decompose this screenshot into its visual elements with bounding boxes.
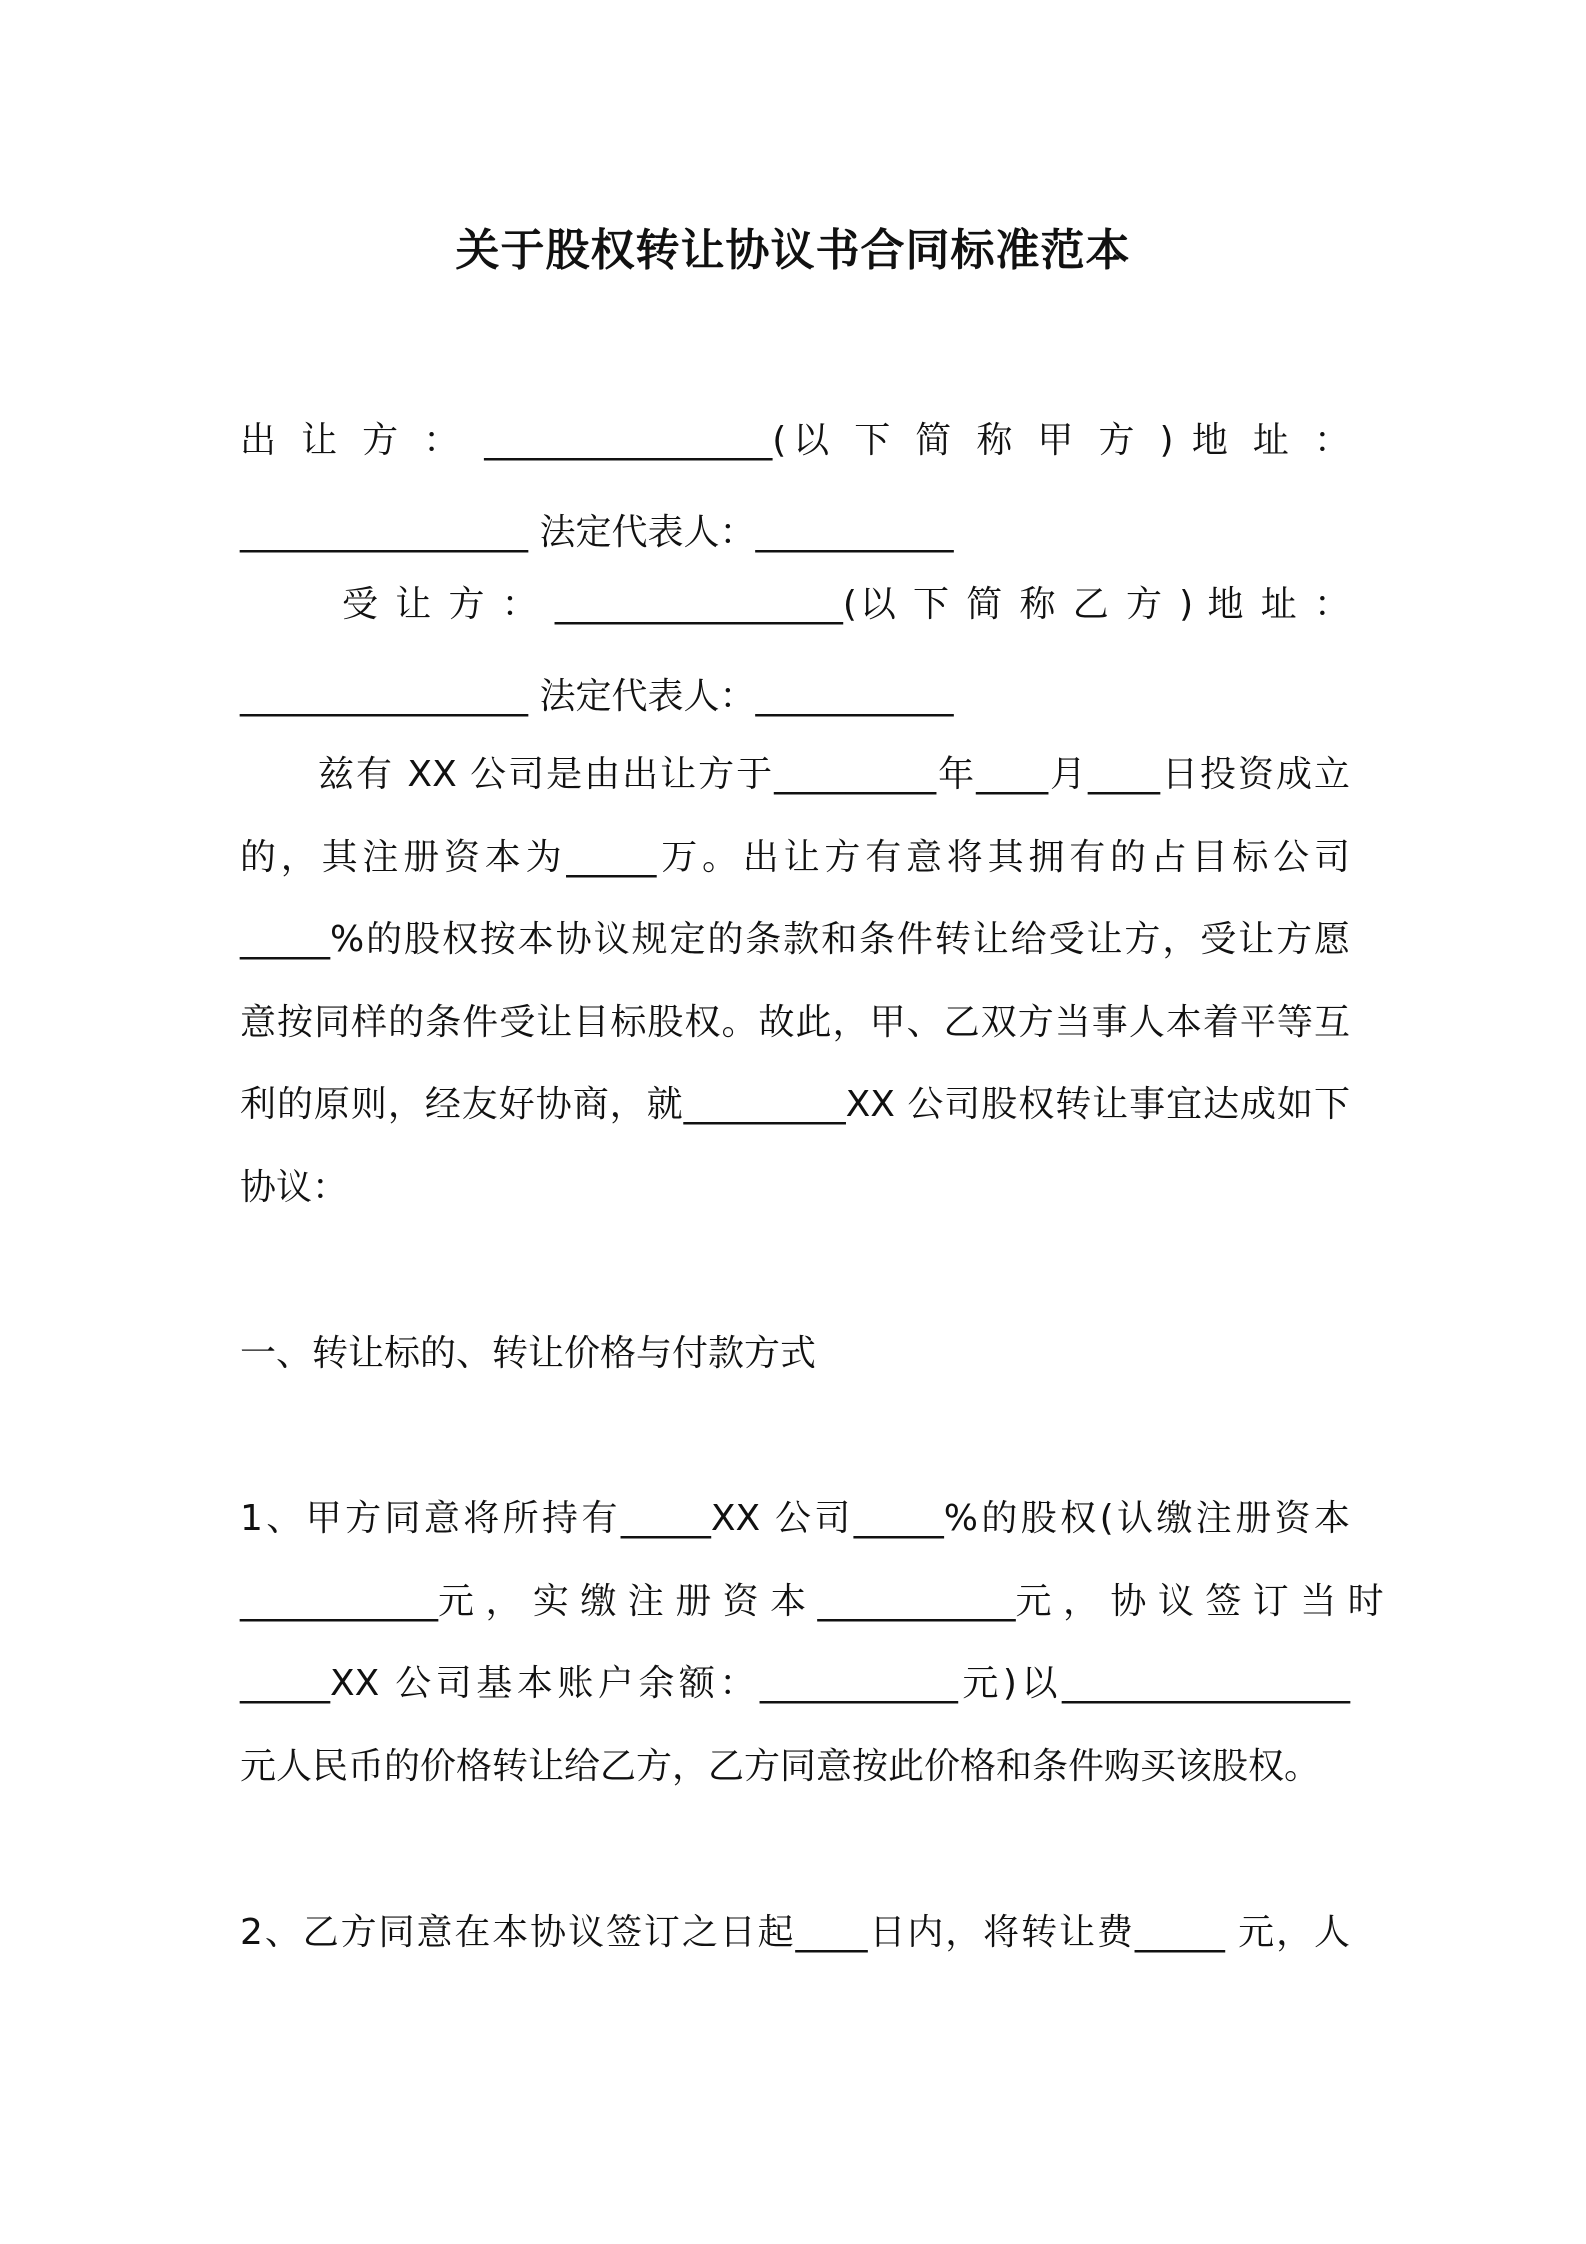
preamble-line-6: 协议： xyxy=(240,1167,349,1208)
clause-1-line-2: ___________元 ， 实 缴 注 册 资 本 ___________元 ， 协 议 签 订 当 时 xyxy=(240,1581,1384,1622)
clause-1-line-3: _____XX 公司基本账户余额：___________元)以________________ xyxy=(240,1663,1350,1704)
clause-2-line-1: 2、乙方同意在本协议签订之日起____日内，将转让费_____ 元，人 xyxy=(240,1912,1350,1953)
clause-1-line-4: 元人民币的价格转让给乙方，乙方同意按此价格和条件购买该股权。 xyxy=(240,1746,1321,1787)
preamble-line-3: _____%的股权按本协议规定的条款和条件转让给受让方，受让方愿 xyxy=(240,919,1350,960)
preamble-line-2: 的，其注册资本为_____万。出让方有意将其拥有的占目标公司 xyxy=(240,837,1350,878)
transferor-representative-line: ________________ 法定代表人：___________ xyxy=(240,512,954,553)
section-1-heading: 一、转让标的、转让价格与付款方式 xyxy=(240,1333,817,1374)
transferor-line: 出 让 方 ： ________________(以 下 简 称 甲 方 ) 地 址 ： xyxy=(240,420,1350,461)
clause-1-line-1: 1、甲方同意将所持有_____XX 公司_____%的股权(认缴注册资本 xyxy=(240,1498,1350,1539)
preamble-line-5: 利的原则，经友好协商，就_________XX 公司股权转让事宜达成如下 xyxy=(240,1084,1350,1125)
preamble-line-1: 兹有 XX 公司是由出让方于_________年____月____日投资成立 xyxy=(318,754,1350,795)
preamble-line-4: 意按同样的条件受让目标股权。故此，甲、乙双方当事人本着平等互 xyxy=(240,1002,1350,1043)
transferee-representative-line: ________________ 法定代表人：___________ xyxy=(240,676,954,717)
document-title: 关于股权转让协议书合同标准范本 xyxy=(455,225,1131,276)
transferee-line: 受 让 方 ： ________________(以 下 简 称 乙 方 ) 地 址 ： xyxy=(342,584,1350,625)
